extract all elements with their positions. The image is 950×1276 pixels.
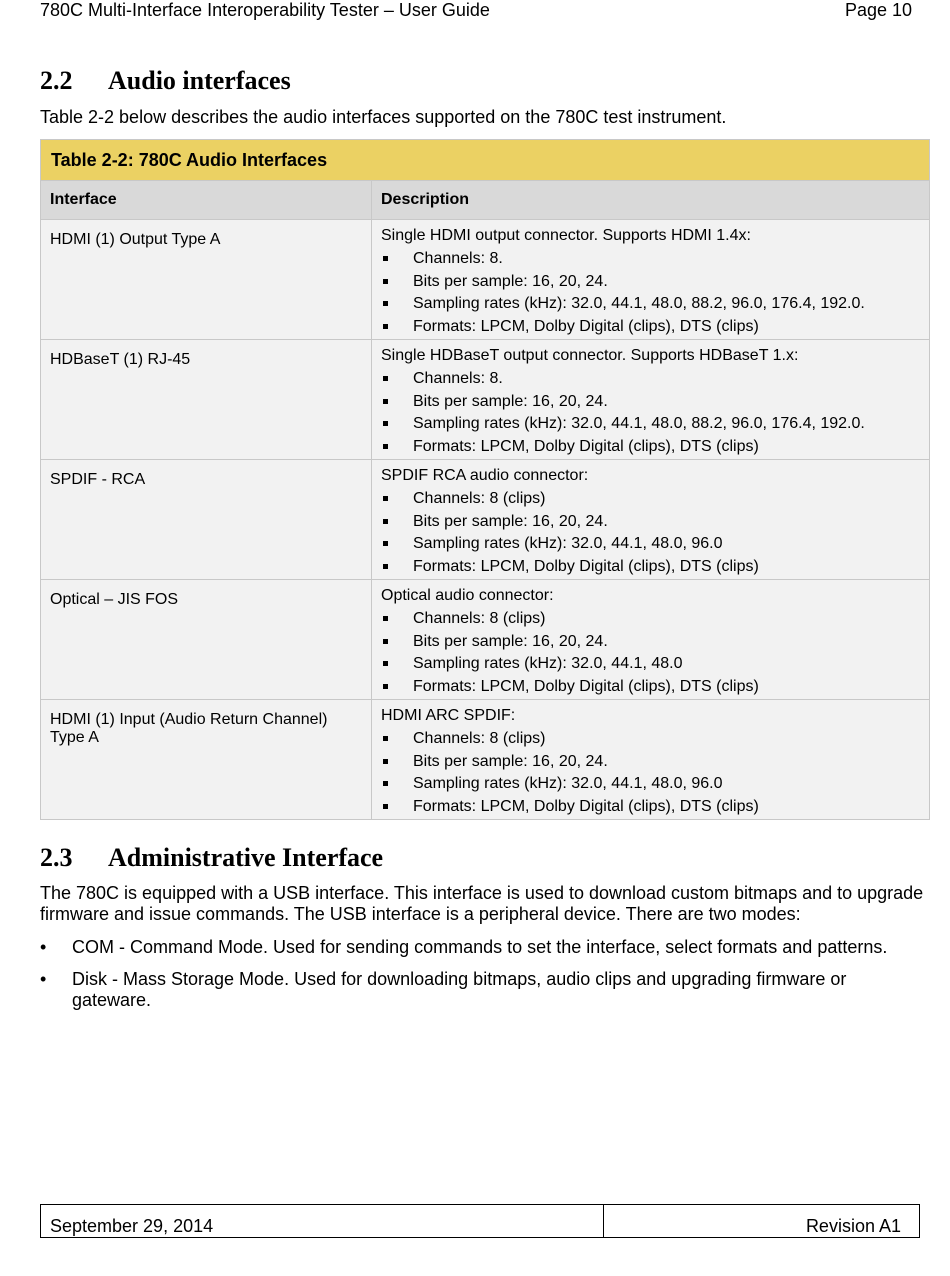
bullet-icon: • — [40, 969, 47, 989]
list-item-text: Bits per sample: 16, 20, 24. — [413, 272, 608, 290]
square-bullet-icon — [383, 256, 388, 261]
audio-intro-paragraph: Table 2-2 below describes the audio interfaces supported on the 780C test instrument. — [40, 107, 727, 127]
section-heading-admin — [40, 843, 383, 873]
section-number: 2.2 — [40, 66, 73, 95]
list-item-text: Disk - Mass Storage Mode. Used for downloading bitmaps, audio clips and upgrading firmware or gateware. — [72, 969, 847, 1010]
list-item — [381, 631, 920, 654]
list-item-text: Formats: LPCM, Dolby Digital (clips), DTS (clips) — [413, 797, 759, 815]
table-row — [41, 340, 930, 460]
description-cell — [372, 220, 930, 340]
list-item — [381, 751, 920, 774]
list-item-text: COM - Command Mode. Used for sending commands to set the interface, select formats and patterns. — [72, 937, 888, 957]
column-header-interface: Interface — [41, 181, 372, 220]
description-intro: SPDIF RCA audio connector: — [381, 467, 589, 484]
spec-list — [381, 608, 920, 698]
list-item-text: Formats: LPCM, Dolby Digital (clips), DTS (clips) — [413, 437, 759, 455]
list-item-text: Bits per sample: 16, 20, 24. — [413, 392, 608, 410]
list-item — [381, 511, 920, 534]
table-row — [41, 220, 930, 340]
audio-interfaces-table — [40, 139, 930, 820]
list-item-text: Channels: 8 (clips) — [413, 490, 546, 507]
square-bullet-icon — [383, 496, 388, 501]
list-item-text: Sampling rates (kHz): 32.0, 44.1, 48.0, 88.2, 96.0, 176.4, 192.0. — [413, 415, 865, 432]
square-bullet-icon — [383, 804, 388, 809]
interface-cell: Optical – JIS FOS — [41, 580, 372, 700]
list-item — [381, 556, 920, 579]
column-header-description: Description — [372, 181, 930, 220]
description-intro: Single HDMI output connector. Supports HDMI 1.4x: — [381, 227, 751, 244]
list-item — [381, 608, 920, 631]
interface-cell: HDMI (1) Input (Audio Return Channel) Type A — [41, 700, 372, 820]
table-row — [41, 580, 930, 700]
list-item — [381, 293, 920, 316]
list-item-text: Bits per sample: 16, 20, 24. — [413, 752, 608, 770]
admin-body-paragraph: The 780C is equipped with a USB interface. This interface is used to download custom bitmaps and to upgrade firmware and issue commands. The USB interface is a peripheral device. There are two modes: — [40, 883, 924, 924]
square-bullet-icon — [383, 639, 388, 644]
list-item — [381, 533, 920, 556]
square-bullet-icon — [383, 301, 388, 306]
table-caption: Table 2-2: 780C Audio Interfaces — [41, 140, 930, 181]
list-item — [381, 413, 920, 436]
description-intro: HDMI ARC SPDIF: — [381, 707, 516, 724]
list-item — [381, 653, 920, 676]
square-bullet-icon — [383, 279, 388, 284]
list-item — [381, 728, 920, 751]
description-intro: Single HDBaseT output connector. Supports HDBaseT 1.x: — [381, 347, 799, 364]
list-item — [381, 773, 920, 796]
list-item — [381, 248, 920, 271]
spec-list — [381, 368, 920, 458]
square-bullet-icon — [383, 661, 388, 666]
list-item — [381, 316, 920, 339]
spec-list — [381, 488, 920, 578]
list-item-text: Sampling rates (kHz): 32.0, 44.1, 48.0, 96.0 — [413, 775, 723, 792]
interface-cell: SPDIF - RCA — [41, 460, 372, 580]
page-number: Page 10 — [844, 0, 912, 20]
list-item — [40, 937, 900, 958]
page-footer — [40, 1204, 920, 1238]
square-bullet-icon — [383, 399, 388, 404]
list-item-text: Bits per sample: 16, 20, 24. — [413, 632, 608, 650]
section-title: Audio interfaces — [108, 66, 291, 95]
spec-list — [381, 728, 920, 818]
square-bullet-icon — [383, 519, 388, 524]
list-item-text: Sampling rates (kHz): 32.0, 44.1, 48.0, 96.0 — [413, 535, 723, 552]
list-item — [381, 488, 920, 511]
list-item — [381, 368, 920, 391]
list-item-text: Formats: LPCM, Dolby Digital (clips), DTS (clips) — [413, 317, 759, 335]
list-item-text: Formats: LPCM, Dolby Digital (clips), DTS (clips) — [413, 557, 759, 575]
description-cell — [372, 580, 930, 700]
square-bullet-icon — [383, 421, 388, 426]
table-row — [41, 460, 930, 580]
square-bullet-icon — [383, 616, 388, 621]
list-item — [381, 391, 920, 414]
footer-date: September 29, 2014 — [41, 1205, 604, 1237]
list-item — [381, 796, 920, 819]
list-item — [381, 271, 920, 294]
list-item-text: Channels: 8. — [413, 370, 503, 387]
description-intro: Optical audio connector: — [381, 587, 554, 604]
square-bullet-icon — [383, 564, 388, 569]
list-item-text: Bits per sample: 16, 20, 24. — [413, 512, 608, 530]
list-item-text: Sampling rates (kHz): 32.0, 44.1, 48.0, 88.2, 96.0, 176.4, 192.0. — [413, 295, 865, 312]
spec-list — [381, 248, 920, 338]
list-item — [381, 436, 920, 459]
list-item-text: Sampling rates (kHz): 32.0, 44.1, 48.0 — [413, 655, 683, 672]
square-bullet-icon — [383, 781, 388, 786]
square-bullet-icon — [383, 444, 388, 449]
description-cell — [372, 460, 930, 580]
footer-revision: Revision A1 — [805, 1216, 901, 1236]
section-number: 2.3 — [40, 843, 73, 872]
list-item-text: Channels: 8 (clips) — [413, 730, 546, 747]
table-row — [41, 700, 930, 820]
section-heading-audio — [40, 66, 291, 96]
document-title: 780C Multi-Interface Interoperability Tester – User Guide — [40, 0, 490, 20]
square-bullet-icon — [383, 759, 388, 764]
square-bullet-icon — [383, 324, 388, 329]
square-bullet-icon — [383, 684, 388, 689]
description-cell — [372, 700, 930, 820]
list-item-text: Channels: 8. — [413, 250, 503, 267]
square-bullet-icon — [383, 736, 388, 741]
list-item-text: Channels: 8 (clips) — [413, 610, 546, 627]
bullet-icon: • — [40, 937, 47, 957]
list-item — [381, 676, 920, 699]
section-title: Administrative Interface — [108, 843, 384, 872]
description-cell — [372, 340, 930, 460]
square-bullet-icon — [383, 376, 388, 381]
square-bullet-icon — [383, 541, 388, 546]
list-item-text: Formats: LPCM, Dolby Digital (clips), DTS (clips) — [413, 677, 759, 695]
interface-cell: HDMI (1) Output Type A — [41, 220, 372, 340]
interface-cell: HDBaseT (1) RJ-45 — [41, 340, 372, 460]
list-item — [40, 969, 870, 1011]
